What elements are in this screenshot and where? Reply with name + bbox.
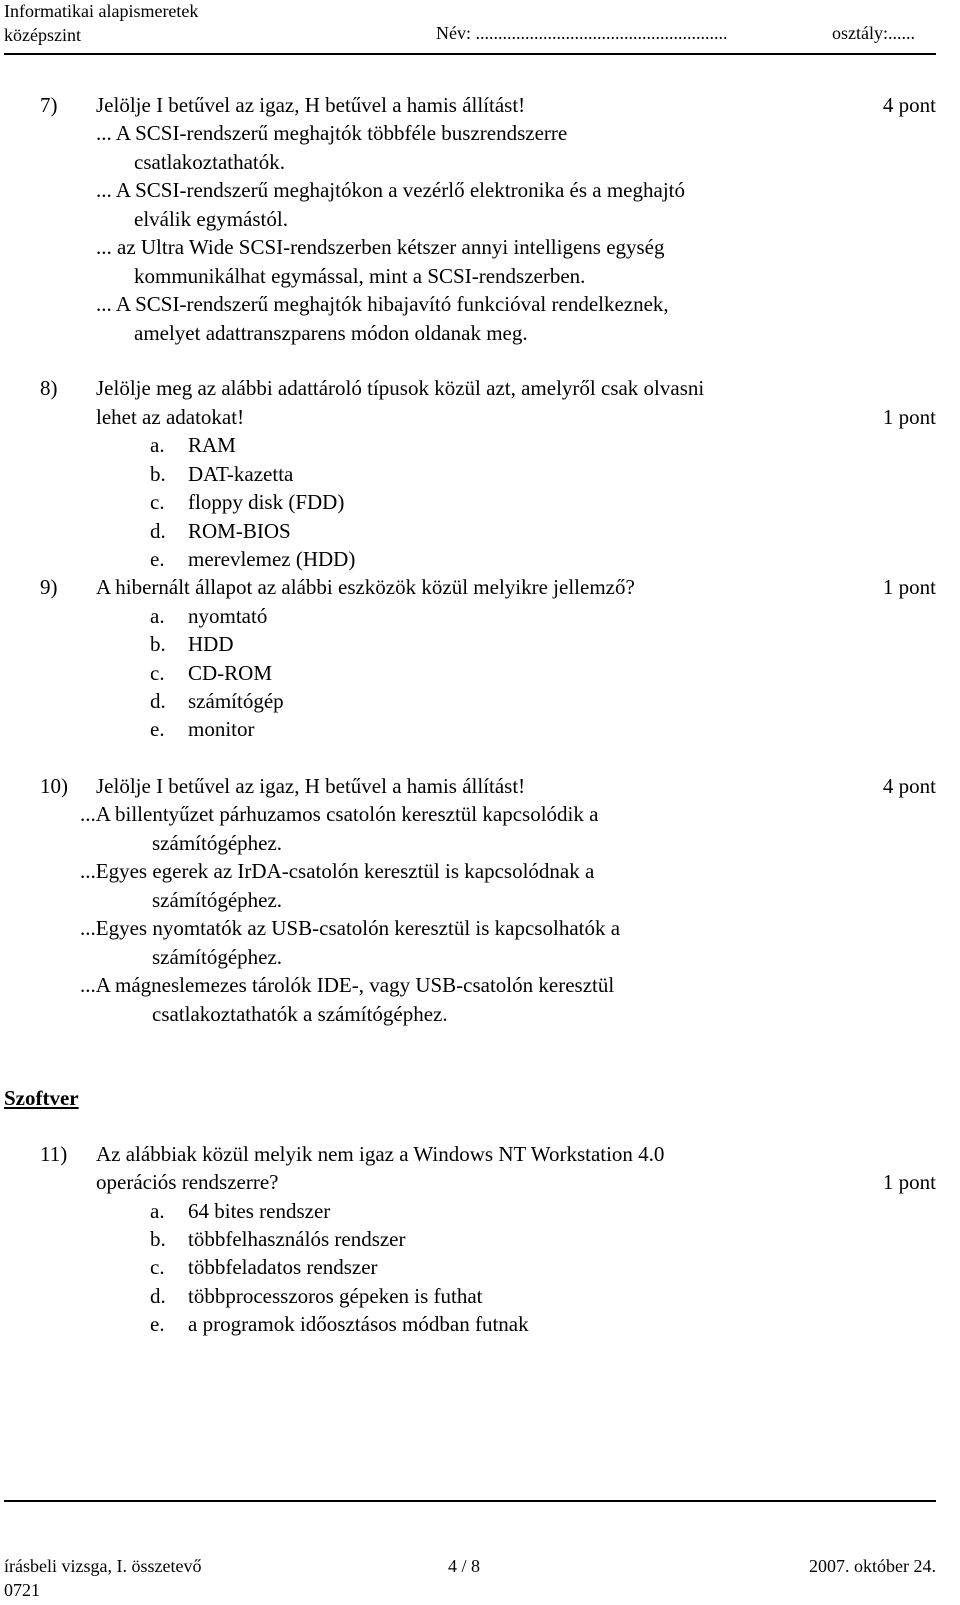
option-letter: d. — [150, 519, 166, 543]
option-text: a programok időosztásos módban futnak — [188, 1312, 529, 1336]
footer-page: 4 / 8 — [448, 1556, 481, 1576]
option-letter: b. — [150, 462, 166, 486]
header-level: középszint — [4, 25, 81, 45]
footer-rule — [4, 1500, 936, 1502]
question-number: 11) — [40, 1142, 68, 1166]
option-text: 64 bites rendszer — [188, 1199, 331, 1223]
question-prompt: Jelölje I betűvel az igaz, H betűvel a hamis állítást! — [96, 93, 526, 117]
question-points: 1 pont — [882, 575, 936, 599]
statement-line: amelyet adattranszparens módon oldanak meg. — [134, 321, 528, 345]
option-letter: d. — [150, 1284, 166, 1308]
header-subject: Informatikai alapismeretek — [4, 1, 199, 21]
option-letter: e. — [150, 547, 165, 571]
statement-line: ... A SCSI-rendszerű meghajtók hibajavító funkcióval rendelkeznek, — [96, 292, 669, 316]
option-text: számítógép — [188, 689, 284, 713]
option-letter: a. — [150, 1199, 165, 1223]
option-letter: e. — [150, 1312, 165, 1336]
question-prompt: Az alábbiak közül melyik nem igaz a Windows NT Workstation 4.0 — [96, 1142, 665, 1166]
option-letter: c. — [150, 490, 165, 514]
statement-line: ...Egyes nyomtatók az USB-csatolón keresztül is kapcsolhatók a — [80, 916, 621, 940]
question-prompt: lehet az adatokat! — [96, 405, 245, 429]
footer-code: 0721 — [4, 1580, 40, 1600]
question-prompt: A hibernált állapot az alábbi eszközök közül melyikre jellemző? — [96, 575, 635, 599]
option-letter: a. — [150, 604, 165, 628]
statement-line: csatlakoztathatók. — [134, 150, 286, 174]
statement-line: ... az Ultra Wide SCSI-rendszerben kétszer annyi intelligens egység — [96, 235, 665, 259]
option-letter: e. — [150, 717, 165, 741]
option-text: DAT-kazetta — [188, 462, 294, 486]
option-text: floppy disk (FDD) — [188, 490, 345, 514]
statement-line: ... A SCSI-rendszerű meghajtók többféle buszrendszerre — [96, 121, 568, 145]
statement-line: számítógéphez. — [152, 831, 283, 855]
question-number: 8) — [40, 376, 58, 400]
header-name-field: Név: ........................................................ — [436, 23, 728, 43]
question-points: 1 pont — [882, 405, 936, 429]
option-text: merevlemez (HDD) — [188, 547, 356, 571]
question-number: 7) — [40, 93, 58, 117]
option-text: többfeladatos rendszer — [188, 1255, 378, 1279]
option-text: CD-ROM — [188, 661, 273, 685]
question-prompt: Jelölje I betűvel az igaz, H betűvel a hamis állítást! — [96, 774, 526, 798]
option-letter: c. — [150, 661, 165, 685]
option-text: nyomtató — [188, 604, 268, 628]
option-letter: b. — [150, 632, 166, 656]
header-rule — [4, 53, 936, 55]
header-class-field: osztály:...... — [832, 23, 915, 43]
option-letter: d. — [150, 689, 166, 713]
option-text: ROM-BIOS — [188, 519, 291, 543]
statement-line: ... A SCSI-rendszerű meghajtókon a vezérlő elektronika és a meghajtó — [96, 178, 685, 202]
option-letter: c. — [150, 1255, 165, 1279]
option-text: HDD — [188, 632, 234, 656]
statement-line: ...Egyes egerek az IrDA-csatolón keresztül is kapcsolódnak a — [80, 859, 595, 883]
question-points: 1 pont — [882, 1170, 936, 1194]
question-prompt: Jelölje meg az alábbi adattároló típusok közül azt, amelyről csak olvasni — [96, 376, 705, 400]
question-prompt: operációs rendszerre? — [96, 1170, 279, 1194]
question-number: 10) — [40, 774, 68, 798]
option-text: monitor — [188, 717, 255, 741]
option-letter: a. — [150, 433, 165, 457]
question-number: 9) — [40, 575, 58, 599]
option-letter: b. — [150, 1227, 166, 1251]
question-points: 4 pont — [882, 774, 936, 798]
option-text: RAM — [188, 433, 236, 457]
option-text: többfelhasználós rendszer — [188, 1227, 406, 1251]
question-points: 4 pont — [882, 93, 936, 117]
statement-line: ...A mágneslemezes tárolók IDE-, vagy USB-csatolón keresztül — [80, 973, 615, 997]
statement-line: számítógéphez. — [152, 888, 283, 912]
option-text: többprocesszoros gépeken is futhat — [188, 1284, 483, 1308]
footer-date: 2007. október 24. — [809, 1556, 936, 1576]
statement-line: számítógéphez. — [152, 945, 283, 969]
statement-line: kommunikálhat egymással, mint a SCSI-rendszerben. — [134, 264, 586, 288]
statement-line: elválik egymástól. — [134, 207, 288, 231]
statement-line: csatlakoztathatók a számítógéphez. — [152, 1002, 448, 1026]
footer-exam: írásbeli vizsga, I. összetevő — [4, 1556, 202, 1576]
statement-line: ...A billentyűzet párhuzamos csatolón keresztül kapcsolódik a — [80, 802, 599, 826]
section-title: Szoftver — [4, 1086, 79, 1110]
